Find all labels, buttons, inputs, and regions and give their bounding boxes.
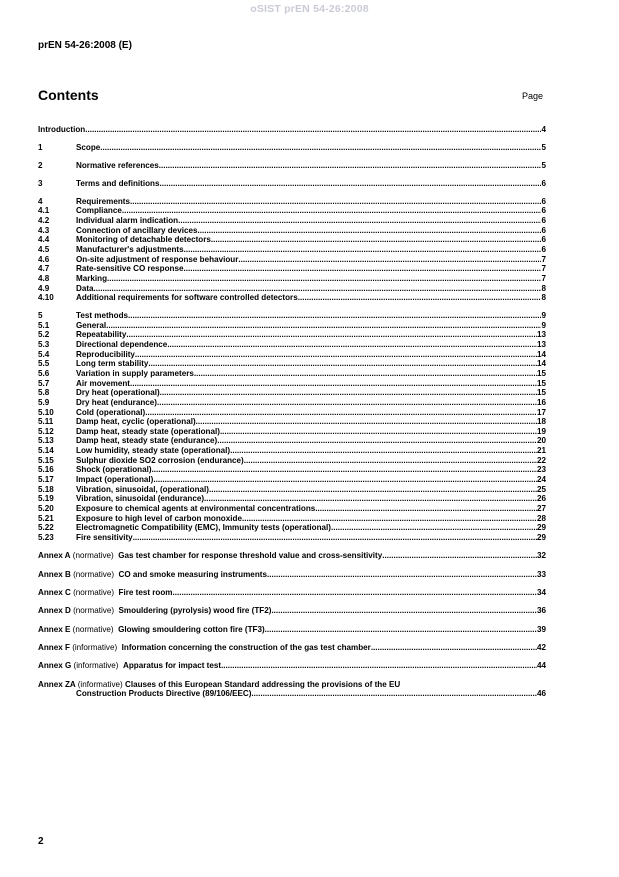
annex-type: (normative) bbox=[73, 587, 115, 597]
toc-entry-page: 21 bbox=[536, 446, 546, 456]
dot-leader bbox=[100, 143, 541, 153]
dot-leader bbox=[106, 321, 541, 331]
annex-page: 44 bbox=[536, 661, 546, 671]
toc-entry-title: Variation in supply parameters bbox=[76, 368, 194, 378]
toc-entry[interactable] bbox=[38, 379, 546, 389]
toc-entry-page: 29 bbox=[536, 532, 546, 542]
toc-entry-number: 5.4 bbox=[38, 349, 50, 359]
toc-entry-title: Monitoring of detachable detectors bbox=[76, 235, 211, 245]
toc-entry[interactable] bbox=[38, 514, 546, 524]
toc-entry-title: Directional dependence bbox=[76, 340, 168, 350]
toc-entry-number: 5.8 bbox=[38, 388, 50, 398]
toc-entry-title: Marking bbox=[76, 273, 108, 283]
toc-entry-number: 5.10 bbox=[38, 407, 54, 417]
annex-page: 39 bbox=[536, 624, 546, 634]
toc-entry-number: 5.6 bbox=[38, 368, 50, 378]
document-id: prEN 54-26:2008 (E) bbox=[38, 40, 132, 51]
toc-entry[interactable] bbox=[38, 388, 546, 398]
toc-entry[interactable] bbox=[38, 436, 546, 446]
dot-leader bbox=[209, 485, 537, 495]
dot-leader bbox=[267, 570, 537, 580]
dot-leader bbox=[238, 255, 541, 265]
annex-entry[interactable] bbox=[38, 661, 546, 671]
toc-entry-page: 5 bbox=[541, 142, 546, 152]
toc-entry[interactable] bbox=[38, 523, 546, 533]
dot-leader bbox=[126, 330, 537, 340]
dot-leader bbox=[157, 398, 537, 408]
toc-entry-page: 7 bbox=[541, 264, 546, 274]
annex-title: Fire test room bbox=[118, 587, 173, 597]
toc-entry-number: 5.5 bbox=[38, 359, 50, 369]
toc-entry[interactable] bbox=[38, 350, 546, 360]
toc-entry-title: Individual alarm indication bbox=[76, 216, 179, 226]
toc-entry-title: Impact (operational) bbox=[76, 474, 154, 484]
toc-entry-number: 5 bbox=[38, 311, 43, 321]
page-column-label: Page bbox=[522, 91, 544, 101]
toc-entry-title: Requirements bbox=[76, 196, 130, 206]
toc-entry-page: 8 bbox=[541, 293, 546, 303]
dot-leader bbox=[94, 284, 542, 294]
dot-leader bbox=[145, 408, 537, 418]
toc-entry[interactable] bbox=[38, 494, 546, 504]
dot-leader bbox=[133, 533, 537, 543]
dot-leader bbox=[135, 350, 537, 360]
toc-entry-number: 4.2 bbox=[38, 216, 50, 226]
toc-entry-number: 5.3 bbox=[38, 340, 50, 350]
toc-entry-title: Damp heat, steady state (operational) bbox=[76, 426, 220, 436]
toc-entry-page: 6 bbox=[541, 225, 546, 235]
toc-entry-page: 16 bbox=[536, 397, 546, 407]
toc-entry-title: Electromagnetic Compatibility (EMC), Immunity tests (operational) bbox=[76, 523, 331, 533]
dot-leader bbox=[220, 427, 537, 437]
toc-entry-number: 4.8 bbox=[38, 273, 50, 283]
toc-entry-title: Fire sensitivity bbox=[76, 532, 133, 542]
toc-entry[interactable] bbox=[38, 216, 546, 226]
dot-leader bbox=[107, 274, 541, 284]
annex-type: (normative) bbox=[73, 569, 115, 579]
dot-leader bbox=[331, 523, 537, 533]
toc-entry-page: 19 bbox=[536, 426, 546, 436]
toc-entry-number: 5.14 bbox=[38, 446, 54, 456]
annex-page: 34 bbox=[536, 587, 546, 597]
toc-entry[interactable] bbox=[38, 398, 546, 408]
toc-entry-title: Additional requirements for software controlled detectors bbox=[76, 293, 298, 303]
annex-entry[interactable] bbox=[38, 643, 546, 653]
toc-entry-page: 9 bbox=[541, 320, 546, 330]
toc-entry-number: 5.15 bbox=[38, 455, 54, 465]
toc-entry-page: 14 bbox=[536, 349, 546, 359]
toc-entry-title: Shock (operational) bbox=[76, 465, 152, 475]
dot-leader bbox=[221, 661, 537, 671]
toc-entry-page: 29 bbox=[536, 523, 546, 533]
dot-leader bbox=[242, 514, 537, 524]
toc-entry-number: 5.2 bbox=[38, 330, 50, 340]
toc-entry-title: Dry heat (endurance) bbox=[76, 397, 157, 407]
toc-entry[interactable] bbox=[38, 321, 546, 331]
toc-entry[interactable] bbox=[38, 475, 546, 485]
annex-title: Glowing smouldering cotton fire (TF3) bbox=[118, 624, 265, 634]
toc-entry-number: 5.22 bbox=[38, 523, 54, 533]
annex-label: Annex F bbox=[38, 642, 70, 652]
toc-entry-number: 5.21 bbox=[38, 513, 54, 523]
annex-label: Annex B bbox=[38, 569, 71, 579]
annex-label: Annex ZA bbox=[38, 679, 76, 689]
toc-entry-page: 7 bbox=[541, 273, 546, 283]
toc-entry-title: On-site adjustment of response behaviour bbox=[76, 254, 239, 264]
toc-entry-page: 13 bbox=[536, 340, 546, 350]
toc-entry[interactable] bbox=[38, 465, 546, 475]
toc-entry-number: 4.9 bbox=[38, 283, 50, 293]
toc-entry-number: 3 bbox=[38, 178, 43, 188]
toc-entry[interactable] bbox=[38, 427, 546, 437]
dot-leader bbox=[197, 226, 541, 236]
toc-entry[interactable] bbox=[38, 179, 546, 189]
toc-entry[interactable] bbox=[38, 330, 546, 340]
annex-title: Apparatus for impact test bbox=[123, 661, 222, 671]
toc-entry-number: 5.20 bbox=[38, 503, 54, 513]
toc-entry-number: 5.7 bbox=[38, 378, 50, 388]
toc-entry[interactable] bbox=[38, 311, 546, 321]
toc-entry-number: 4 bbox=[38, 196, 43, 206]
dot-leader bbox=[130, 197, 542, 207]
dot-leader bbox=[128, 311, 541, 321]
toc-entry-page: 8 bbox=[541, 283, 546, 293]
annex-label: Annex G bbox=[38, 661, 72, 671]
annex-type: (normative) bbox=[73, 606, 115, 616]
contents-heading: Contents bbox=[38, 87, 99, 103]
toc-entry[interactable] bbox=[38, 226, 546, 236]
dot-leader bbox=[315, 504, 537, 514]
toc-entry[interactable] bbox=[38, 197, 546, 207]
toc-entry-title: Rate-sensitive CO response bbox=[76, 264, 184, 274]
dot-leader bbox=[194, 369, 537, 379]
dot-leader bbox=[130, 379, 537, 389]
dot-leader bbox=[184, 245, 542, 255]
toc-entry-title: Manufacturer's adjustments bbox=[76, 244, 184, 254]
toc-entry-page: 15 bbox=[536, 378, 546, 388]
dot-leader bbox=[271, 606, 537, 616]
toc-entry-title: Terms and definitions bbox=[76, 178, 160, 188]
annex-label: Annex A bbox=[38, 551, 71, 561]
toc-entry-title: Sulphur dioxide SO2 corrosion (endurance) bbox=[76, 455, 244, 465]
toc-entry-page: 13 bbox=[536, 330, 546, 340]
toc-entry-title: Normative references bbox=[76, 160, 159, 170]
dot-leader bbox=[152, 465, 537, 475]
annex-entry[interactable] bbox=[38, 588, 546, 598]
toc-entry[interactable] bbox=[38, 206, 546, 216]
toc-entry-page: 6 bbox=[541, 206, 546, 216]
toc-entry-page: 18 bbox=[536, 417, 546, 427]
annex-page: 42 bbox=[536, 642, 546, 652]
toc-entry-page: 6 bbox=[541, 244, 546, 254]
toc-entry-page: 15 bbox=[536, 368, 546, 378]
annex-title-continued: Construction Products Directive (89/106/EEC) bbox=[76, 689, 252, 699]
toc-entry-page: 26 bbox=[536, 494, 546, 504]
dot-leader bbox=[382, 551, 537, 561]
toc-entry-number: 4.6 bbox=[38, 254, 50, 264]
page-number: 2 bbox=[38, 836, 44, 847]
toc-entry-title: Compliance bbox=[76, 206, 122, 216]
toc-entry-title: Introduction bbox=[38, 125, 86, 134]
toc-entry-title: Cold (operational) bbox=[76, 407, 146, 417]
toc-entry[interactable] bbox=[38, 408, 546, 418]
toc-entry-page: 9 bbox=[541, 311, 546, 321]
toc-entry[interactable] bbox=[38, 417, 546, 427]
toc-entry[interactable] bbox=[38, 359, 546, 369]
toc-entry-title: Long term stability bbox=[76, 359, 149, 369]
dot-leader bbox=[371, 643, 537, 653]
toc-entry[interactable] bbox=[38, 264, 546, 274]
toc-entry-number: 5.13 bbox=[38, 436, 54, 446]
dot-leader bbox=[298, 293, 542, 303]
dot-leader bbox=[153, 475, 537, 485]
dot-leader bbox=[85, 125, 541, 135]
dot-leader bbox=[160, 388, 537, 398]
annex-title: Gas test chamber for response threshold value and cross-sensitivity bbox=[118, 551, 383, 561]
toc-entry-number: 4.7 bbox=[38, 264, 50, 274]
toc-entry[interactable] bbox=[38, 255, 546, 265]
toc-entry[interactable] bbox=[38, 456, 546, 466]
toc-entry[interactable] bbox=[38, 274, 546, 284]
dot-leader bbox=[167, 340, 537, 350]
annex-title: CO and smoke measuring instruments bbox=[118, 569, 267, 579]
toc-entry-page: 25 bbox=[536, 484, 546, 494]
toc-entry-number: 4.3 bbox=[38, 225, 50, 235]
toc-entry-number: 5.19 bbox=[38, 494, 54, 504]
annex-type: (normative) bbox=[72, 624, 114, 634]
dot-leader bbox=[173, 588, 537, 598]
toc-entry-number: 4.1 bbox=[38, 206, 50, 216]
dot-leader bbox=[160, 179, 542, 189]
annex-page: 46 bbox=[536, 689, 546, 699]
dot-leader bbox=[217, 436, 537, 446]
toc-entry[interactable] bbox=[38, 533, 546, 543]
toc-entry-page: 27 bbox=[536, 503, 546, 513]
dot-leader bbox=[159, 161, 542, 171]
toc-entry-number: 5.18 bbox=[38, 484, 54, 494]
annex-label: Annex E bbox=[38, 624, 71, 634]
toc-entry-title: Dry heat (operational) bbox=[76, 388, 160, 398]
dot-leader bbox=[244, 456, 537, 466]
toc-entry-page: 20 bbox=[536, 436, 546, 446]
annex-type: (informative) bbox=[72, 642, 118, 652]
annex-entry[interactable] bbox=[38, 625, 546, 635]
toc-entry-title: Data bbox=[76, 283, 94, 293]
toc-entry-number: 2 bbox=[38, 160, 43, 170]
toc-entry-page: 28 bbox=[536, 513, 546, 523]
toc-entry-page: 6 bbox=[541, 216, 546, 226]
toc-entry[interactable] bbox=[38, 161, 546, 171]
toc-entry-page: 24 bbox=[536, 474, 546, 484]
toc-entry[interactable] bbox=[38, 293, 546, 303]
toc-entry-title: Test methods bbox=[76, 311, 129, 321]
annex-label: Annex C bbox=[38, 587, 71, 597]
dot-leader bbox=[122, 206, 542, 216]
toc-entry[interactable] bbox=[38, 245, 546, 255]
toc-entry-number: 5.17 bbox=[38, 474, 54, 484]
toc-entry-number: 5.12 bbox=[38, 426, 54, 436]
annex-entry[interactable] bbox=[38, 606, 546, 616]
annex-page: 36 bbox=[536, 606, 546, 616]
toc-entry[interactable] bbox=[38, 284, 546, 294]
toc-entry[interactable] bbox=[38, 235, 546, 245]
toc-entry-title: Air movement bbox=[76, 378, 130, 388]
toc-entry-title: Vibration, sinusoidal (endurance) bbox=[76, 494, 205, 504]
toc-entry[interactable] bbox=[38, 504, 546, 514]
annex-page: 33 bbox=[536, 569, 546, 579]
dot-leader bbox=[251, 689, 537, 699]
dot-leader bbox=[211, 235, 542, 245]
dot-leader bbox=[204, 494, 537, 504]
toc-entry-title: Exposure to high level of carbon monoxide bbox=[76, 513, 242, 523]
toc-entry-page: 6 bbox=[541, 235, 546, 245]
toc-entry-number: 5.9 bbox=[38, 397, 50, 407]
toc-entry-page: 14 bbox=[536, 359, 546, 369]
toc-entry-page: 6 bbox=[541, 196, 546, 206]
toc-entry-page: 7 bbox=[541, 254, 546, 264]
toc-entry-page: 6 bbox=[541, 178, 546, 188]
dot-leader bbox=[230, 446, 537, 456]
dot-leader bbox=[148, 359, 537, 369]
annex-title: Smouldering (pyrolysis) wood fire (TF2) bbox=[118, 606, 272, 616]
dot-leader bbox=[265, 625, 537, 635]
toc-entry[interactable] bbox=[38, 125, 546, 135]
toc-entry-number: 4.10 bbox=[38, 293, 54, 303]
toc-entry-number: 4.4 bbox=[38, 235, 50, 245]
toc-entry-number: 5.1 bbox=[38, 320, 50, 330]
annex-label: Annex D bbox=[38, 606, 71, 616]
annex-entry[interactable] bbox=[38, 551, 546, 561]
toc-entry-number: 5.16 bbox=[38, 465, 54, 475]
annex-type: (informative) bbox=[73, 661, 119, 671]
toc-entry-page: 17 bbox=[536, 407, 546, 417]
toc-entry-number: 5.23 bbox=[38, 532, 54, 542]
annex-entry[interactable] bbox=[38, 680, 546, 699]
toc-entry-title: Damp heat, cyclic (operational) bbox=[76, 417, 196, 427]
watermark: oSIST prEN 54-26:2008 bbox=[250, 3, 369, 15]
toc-entry[interactable] bbox=[38, 485, 546, 495]
table-of-contents bbox=[38, 125, 546, 699]
toc-entry-title: Low humidity, steady state (operational) bbox=[76, 446, 231, 456]
toc-entry-title: Repeatability bbox=[76, 330, 127, 340]
toc-entry[interactable] bbox=[38, 340, 546, 350]
toc-entry-title: Damp heat, steady state (endurance) bbox=[76, 436, 218, 446]
annex-type: (normative) bbox=[72, 551, 114, 561]
annex-entry[interactable] bbox=[38, 570, 546, 580]
toc-entry-page: 22 bbox=[536, 455, 546, 465]
toc-entry-title: Vibration, sinusoidal, (operational) bbox=[76, 484, 209, 494]
toc-entry-page: 5 bbox=[541, 160, 546, 170]
toc-entry-page: 4 bbox=[541, 125, 546, 134]
toc-entry[interactable] bbox=[38, 369, 546, 379]
toc-entry-title: Scope bbox=[76, 142, 101, 152]
toc-entry-title: Exposure to chemical agents at environmental concentrations bbox=[76, 503, 316, 513]
annex-page: 32 bbox=[536, 551, 546, 561]
toc-entry-title: Reproducibility bbox=[76, 349, 135, 359]
toc-entry-page: 15 bbox=[536, 388, 546, 398]
annex-title: Information concerning the construction of the gas test chamber bbox=[121, 642, 371, 652]
toc-entry-number: 5.11 bbox=[38, 417, 54, 427]
toc-entry[interactable] bbox=[38, 446, 546, 456]
dot-leader bbox=[178, 216, 541, 226]
toc-entry-title: General bbox=[76, 320, 107, 330]
toc-entry-number: 4.5 bbox=[38, 244, 50, 254]
annex-type: (informative) bbox=[77, 679, 123, 689]
annex-title: Clauses of this European Standard addressing the provisions of the EU bbox=[124, 679, 401, 689]
toc-entry-title: Connection of ancillary devices bbox=[76, 225, 198, 235]
toc-entry[interactable] bbox=[38, 143, 546, 153]
toc-entry-number: 1 bbox=[38, 142, 43, 152]
dot-leader bbox=[196, 417, 537, 427]
toc-entry-page: 23 bbox=[536, 465, 546, 475]
dot-leader bbox=[184, 264, 542, 274]
